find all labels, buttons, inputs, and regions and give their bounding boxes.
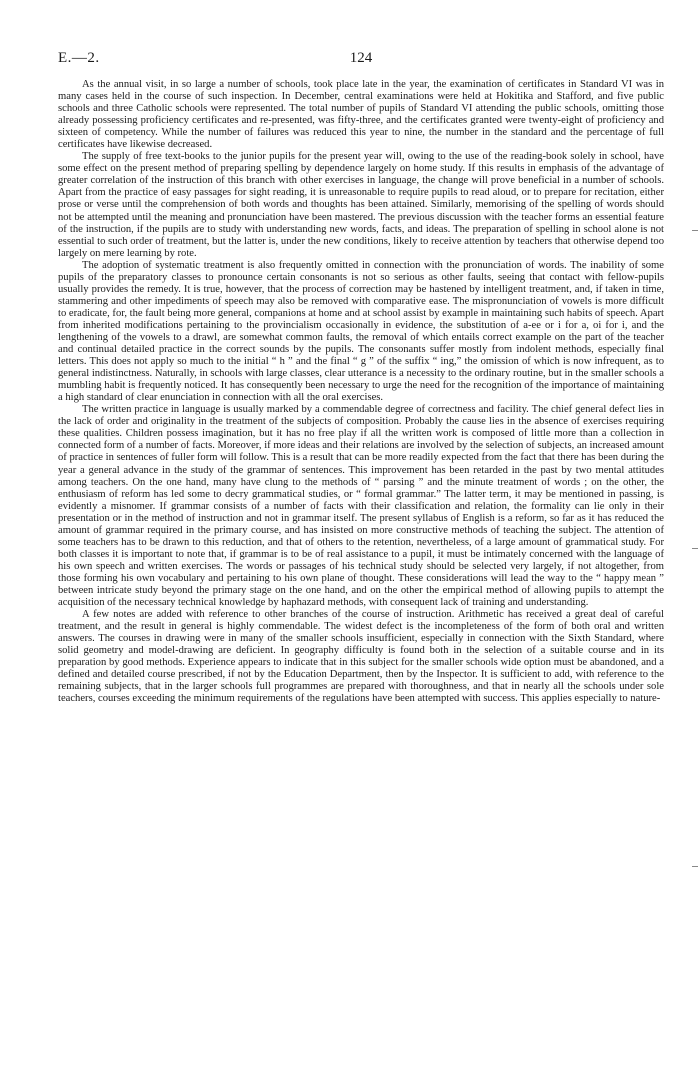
margin-mark (692, 866, 698, 867)
paragraph-spelling: The supply of free text-books to the junior pupils for the present year will, owing to the use of the reading-book solely in school, have some effect on the present method of preparing spelling by dependence largely on home study. If this results in emphasis of the advantage of greater correlation of the instruction of this branch with other exercises in language, the change will prove beneficial in a number of schools. Apart from the practice of easy passages for sight reading, it is unreasonable to require pupils to read aloud, or to prepare for recitation, either prose or verse until the comprehension of both words and thoughts has been attained. Similarly, memorising of the spelling of words should not be attempted until the meaning and pronunciation have been mastered. The previous discussion with the teacher forms an essential feature of the instruction, if the pupils are to study with understanding new words, facts, and ideas. The preparation of spelling in school alone is not essential to such order of treatment, but the latter is, under the new conditions, likely to receive attention by teachers that otherwise depend too largely on mere learning by rote. (58, 151, 664, 259)
margin-mark (692, 230, 698, 231)
paragraph-written-language: The written practice in language is usually marked by a commendable degree of correctness and facility. The chief general defect lies in the lack of order and originality in the treatment of the subjects of composition. Probably the cause lies in the absence of exercises requiring these qualities. Children possess imagination, but it has no free play if all the written work is composed of little more than a collection in connected form of a number of facts. Moreover, if more ideas and their relations are involved by the selection of subjects, an increased amount of practice in sentences of fuller form will follow. This is a result that can be more readily expected from the fact that there has been during the year a general advance in the study of the grammar of sentences. This improvement has been retarded in the past by two mental attitudes among teachers. On the one hand, many have clung to the methods of “ parsing ” and the minute treatment of words ; on the other, the enthusiasm of reform has led some to decry grammatical studies, or “ formal grammar.” The latter term, it may be mentioned in passing, is evidently a misnomer. If grammar consists of a number of facts with their classification and relation, the formality can lie only in their presentation or in the method of instruction and not in grammar itself. The present syllabus of English is a reform, so far as it has reduced the amount of grammar required in the primary course, and has insisted on more constructive methods of teaching the subject. The attention of some teachers has to be drawn to this reduction, and that of others to the retention, nevertheless, of a large amount of grammatical study. For both classes it is important to note that, if grammar is to be of real assistance to a pupil, it must be intimately concerned with the language of his own speech and written exercises. The words or passages of his technical study should be selected very largely, if not altogether, from those forming his own vocabulary and pertaining to his own plane of thought. These considerations will lead the way to the “ happy mean ” between intricate study beyond the primary stage on the one hand, and on the other the empirical method of allowing pupils to attempt the acquisition of the necessary technical knowledge by haphazard methods, with consequent lack of training and understanding. (58, 404, 664, 609)
page-header (58, 50, 664, 70)
page-number: 124 (349, 50, 373, 66)
page-body (58, 79, 664, 705)
paragraph-other-subjects: A few notes are added with reference to other branches of the course of instruction. Arithmetic has received a great deal of careful treatment, and the result in general is highly commendable. The widest defect is the incompleteness of the form of both oral and written answers. The courses in drawing were in many of the smaller schools insufficient, especially in connection with the Sixth Standard, where solid geometry and model-drawing are deficient. In geography difficulty is found both in the selection of a suitable course and in its preparation by good methods. Experience appears to indicate that in this subject for the smaller schools wide option must be abandoned, and a defined and detailed course prescribed, if not by the Education Department, then by the Inspector. It is sufficient to add, with reference to the remaining subjects, that in the larger schools full programmes are prepared with thoroughness, and that in nearly all the schools under sole teachers, courses exceeding the minimum requirements of the regulations have been attempted with success. This applies especially to nature- (58, 609, 664, 705)
paragraph-pronunciation: The adoption of systematic treatment is also frequently omitted in connection with the pronunciation of words. The inability of some pupils of the preparatory classes to pronounce certain consonants is not so serious as other faults, seeing that contact with fellow-pupils usually provides the remedy. It is true, however, that the process of correction may be hastened by intelligent treatment, and, if taken in time, stammering and other impediments of speech may also be removed with comparative ease. The mispronunciation of vowels is more difficult to eradicate, for, the fault being more general, companions at home and at school assist by example in maintaining such habits of speech. Apart from inherited modifications pertaining to the provincialism occasionally in evidence, the substitution of a-ee or i for a, oi for i, and the lengthening of the vowels to a drawl, are somewhat common faults, the removal of which entails correct example on the part of the teacher and continual detailed practice in the correct sounds by the pupils. The consonants suffer mostly from indolent methods, especially final letters. This does not apply so much to the initial “ h ” and the final “ g ” of the suffix “ ing,” the omission of which is now infrequent, as to general indistinctness. Naturally, in schools with large classes, clear utterance is a necessity to the ordinary routine, but in the smaller schools a mumbling habit is frequently noticed. It has consequently been necessary to urge the need for the recognition of the importance of maintaining a high standard of clear enunciation in connection with all the oral exercises. (58, 259, 664, 404)
document-reference: E.—2. (58, 50, 100, 66)
paragraph-examinations: As the annual visit, in so large a number of schools, took place late in the year, the examination of certificates in Standard VI was in many cases held in the course of such inspection. In December, central examinations were held at Hokitika and Stafford, and five public schools and three Catholic schools were represented. The total number of pupils of Standard VI attending the public schools, omitting those already possessing proficiency certificates and re-presented, was fifty-three, and the certificates granted were twenty-eight of proficiency and sixteen of competency. While the number of failures was reduced this year to nine, the number in the standard and the percentage of full certificates have likewise decreased. (58, 79, 664, 151)
margin-mark (692, 548, 698, 549)
